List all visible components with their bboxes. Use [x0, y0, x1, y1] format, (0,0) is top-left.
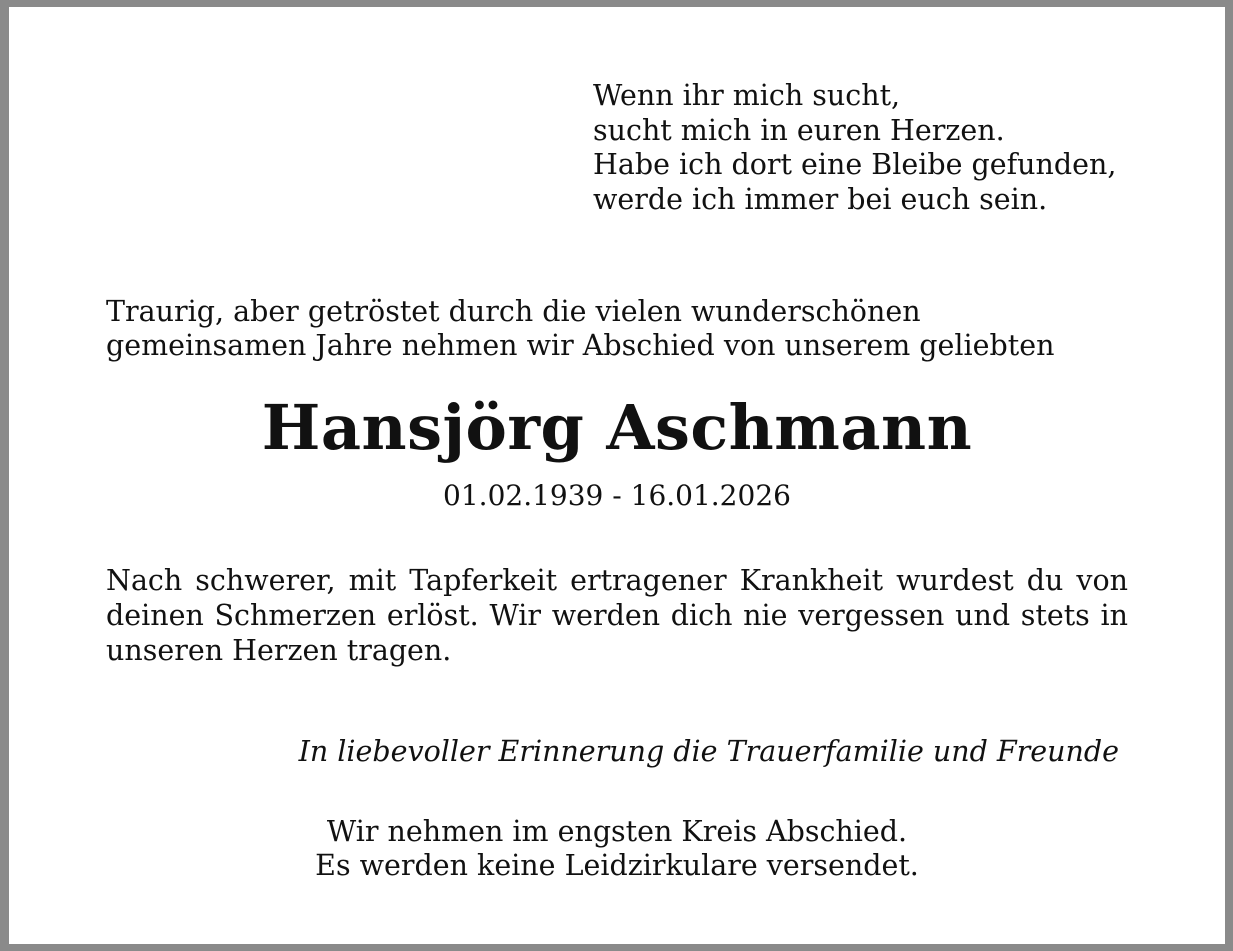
- body-line: deinen Schmerzen erlöst. Wir werden dich nie vergessen und stets in: [106, 599, 1128, 632]
- closing-line: Es werden keine Leidzirkulare versendet.: [315, 849, 919, 882]
- poem-line: Wenn ihr mich sucht,: [593, 79, 901, 112]
- deceased-name: Hansjörg Aschmann: [261, 391, 973, 464]
- closing-note: [9, 815, 1225, 883]
- poem-line: Habe ich dort eine Bleibe gefunden,: [593, 148, 1117, 181]
- intro-text: [106, 295, 1054, 363]
- poem-line: werde ich immer bei euch sein.: [593, 182, 1048, 216]
- poem-line: sucht mich in euren Herzen.: [593, 113, 1005, 147]
- closing-line: Wir nehmen im engsten Kreis Abschied.: [326, 815, 908, 848]
- memorial-poem: [593, 79, 1116, 217]
- life-dates: 01.02.1939 - 16.01.2026: [443, 479, 791, 512]
- intro-line: Traurig, aber getröstet durch die vielen wunderschönen: [106, 295, 921, 328]
- body-line: unseren Herzen tragen.: [106, 634, 452, 667]
- body-text: [106, 563, 1128, 668]
- family-signature: In liebevoller Erinnerung die Trauerfamilie und Freunde: [298, 735, 1119, 768]
- intro-line: gemeinsamen Jahre nehmen wir Abschied von unserem geliebten: [106, 329, 1055, 362]
- body-line: Nach schwerer, mit Tapferkeit ertragener Krankheit wurdest du von: [106, 564, 1128, 597]
